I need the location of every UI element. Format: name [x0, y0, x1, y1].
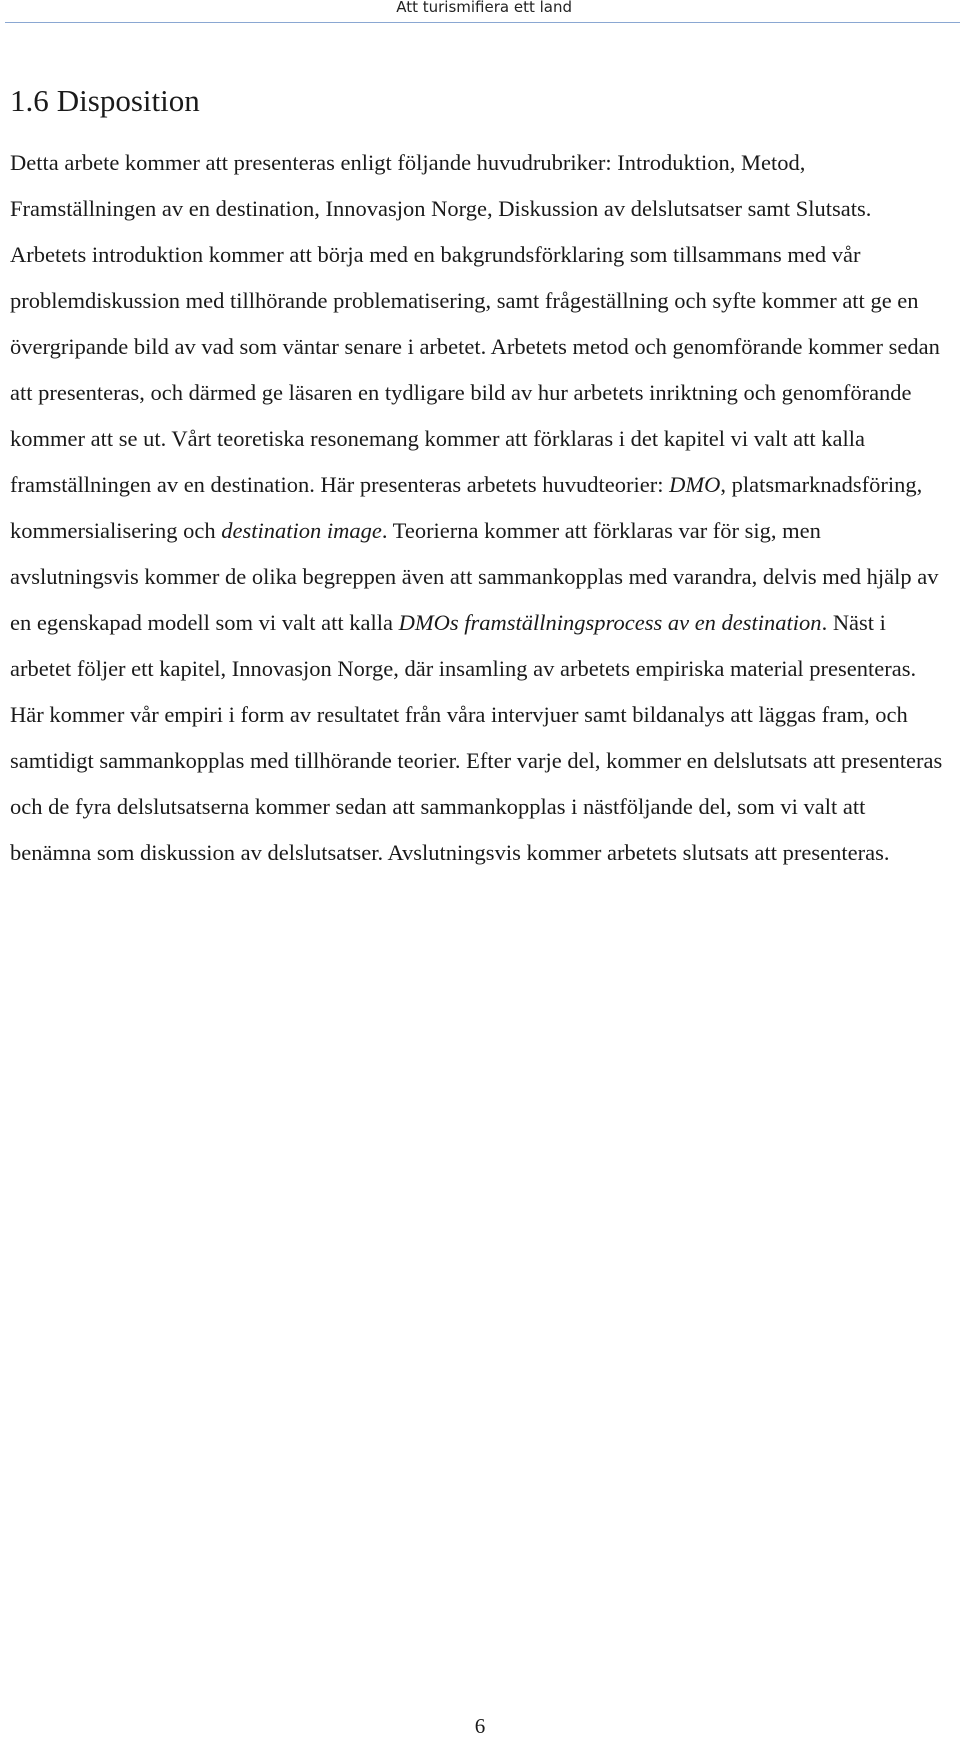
header-divider	[5, 22, 960, 23]
section-number: 1.6	[10, 83, 49, 118]
section-heading	[10, 81, 200, 121]
term-model-name: DMOs framställningsprocess av en destination	[398, 610, 822, 635]
paragraph-text: . Teorierna kommer att förklaras var för sig, men avslutningsvis kommer de olika begreppen även att sammankopplas med varandra, delvis med hjälp av en egenskapad modell som vi valt att kalla	[10, 518, 939, 635]
page-number: 6	[474, 1714, 486, 1738]
term-destination-image: destination image	[221, 518, 382, 543]
paragraph-text: , platsmarknadsföring, kommersialisering och	[10, 472, 923, 543]
term-dmo: DMO	[669, 472, 721, 497]
paragraph-text: . Näst i arbetet följer ett kapitel, Innovasjon Norge, där insamling av arbetets empiriska material presenteras. Här kommer vår empiri i form av resultatet från våra intervjuer samt bildanalys att läggas fram, och samtidigt sammankopplas med tillhörande teorier. Efter varje del, kommer en delslutsats att presenteras och de fyra delslutsatserna kommer sedan att sammankopplas i nästföljande del, som vi valt att benämna som diskussion av delslutsatser. Avslutningsvis kommer arbetets slutsats att presenteras.	[10, 610, 943, 865]
body-paragraph	[10, 140, 948, 876]
section-title: Disposition	[56, 83, 200, 118]
running-header: Att turismifiera ett land	[396, 0, 572, 16]
paragraph-text: Detta arbete kommer att presenteras enligt följande huvudrubriker: Introduktion, Metod, Framställningen av en destination, Innovasjon Norge, Diskussion av delslutsatser samt Slutsats. Arbetets introduktion kommer att börja med en bakgrundsförklaring som tillsammans med vår problemdiskussion med tillhörande problematisering, samt frågeställning och syfte kommer att ge en övergripande bild av vad som väntar senare i arbetet. Arbetets metod och genomförande kommer sedan att presenteras, och därmed ge läsaren en tydligare bild av hur arbetets inriktning och genomförande kommer att se ut. Vårt teoretiska resonemang kommer att förklaras i det kapitel vi valt att kalla framställningen av en destination. Här presenteras arbetets huvudteorier:	[10, 150, 940, 497]
